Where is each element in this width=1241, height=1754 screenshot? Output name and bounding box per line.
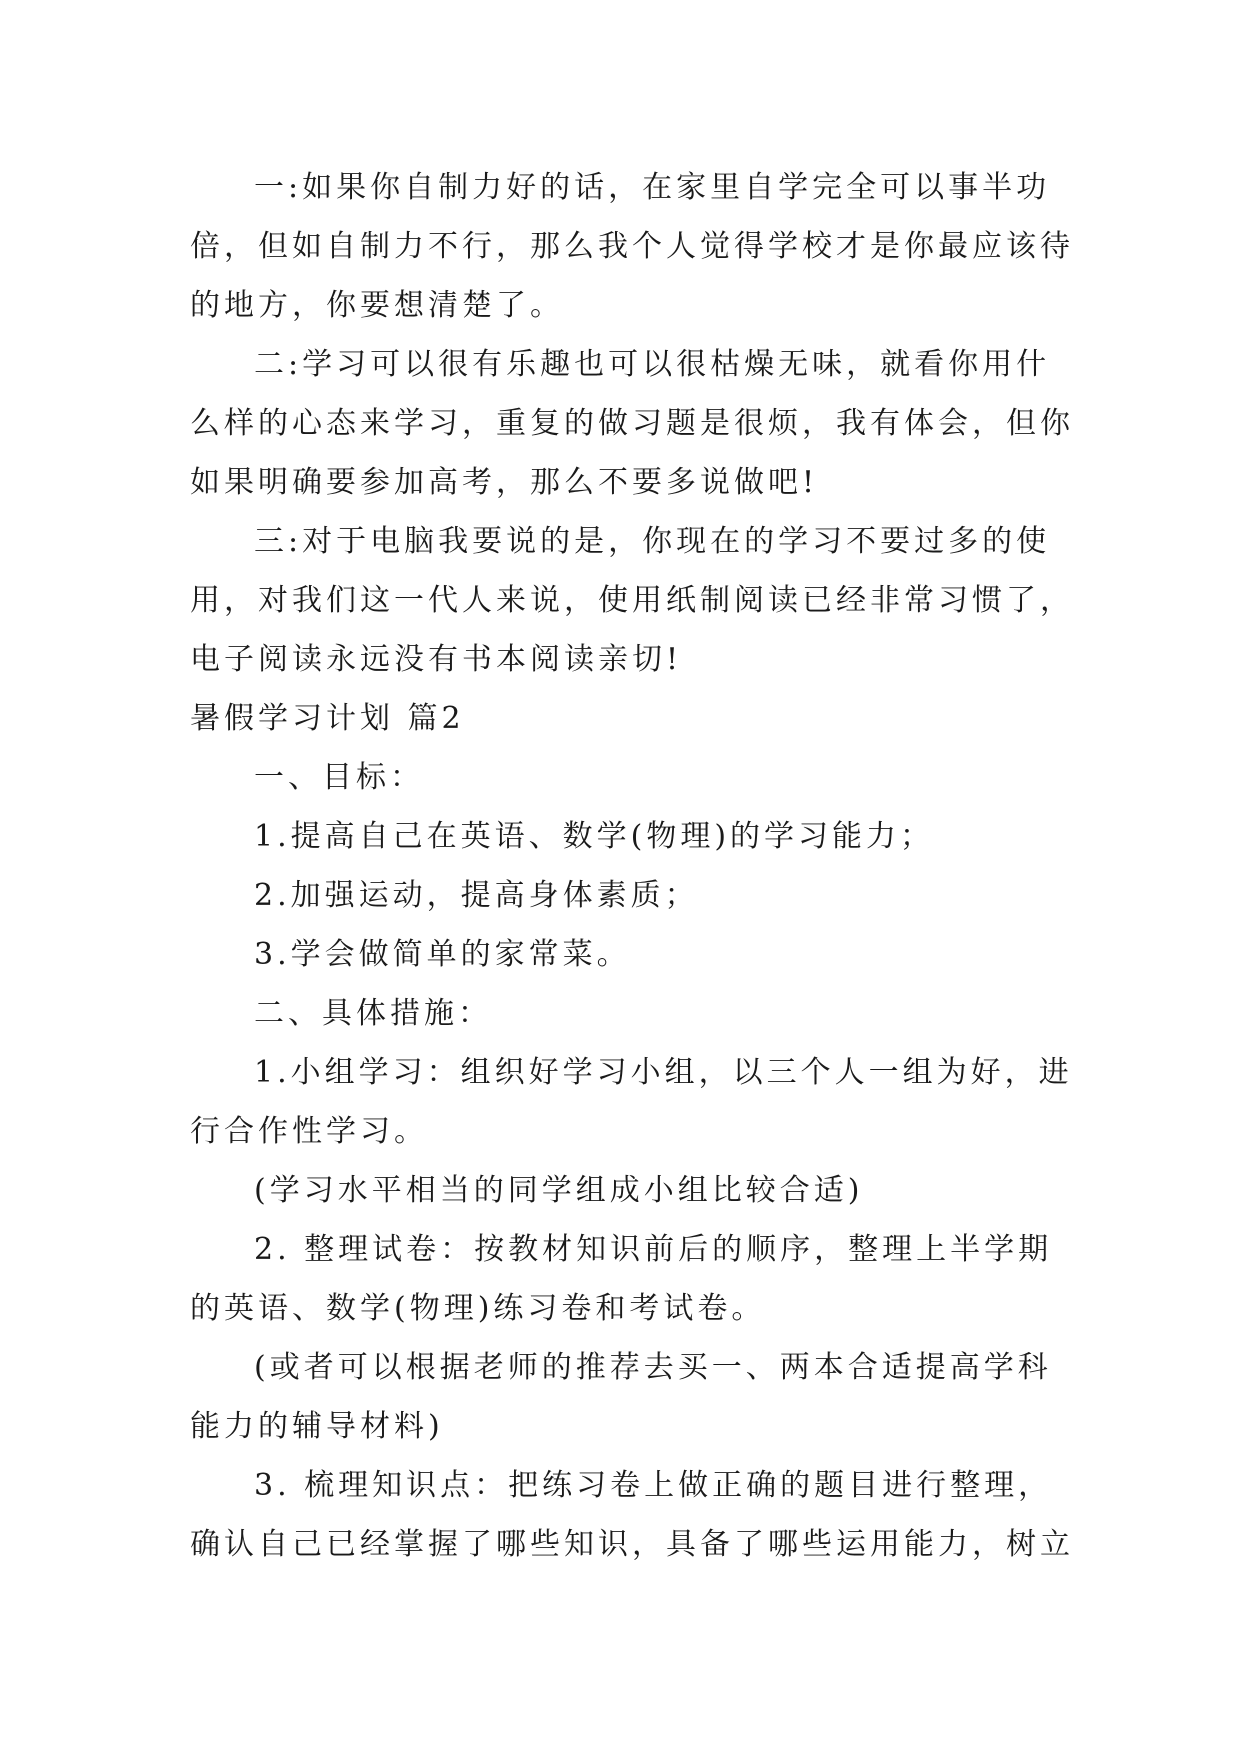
paragraph-2-line-3: 如果明确要参加高考，那么不要多说做吧! — [190, 465, 819, 500]
measure-2-line-2: 的英语、数学(物理)练习卷和考试卷。 — [190, 1291, 766, 1326]
measure-2-line-1: 2. 整理试卷：按教材知识前后的顺序，整理上半学期 — [254, 1232, 1053, 1267]
goal-item-2: 2.加强运动，提高身体素质； — [254, 878, 699, 913]
measures-heading: 二、具体措施： — [254, 996, 492, 1031]
measure-3-line-2: 确认自己已经掌握了哪些知识，具备了哪些运用能力，树立 — [190, 1527, 1074, 1562]
goal-item-1: 1.提高自己在英语、数学(物理)的学习能力； — [254, 819, 935, 854]
section-heading: 暑假学习计划 篇2 — [190, 701, 465, 736]
paragraph-1-line-3: 的地方，你要想清楚了。 — [190, 288, 564, 323]
measure-2-note-line-2: 能力的辅导材料) — [190, 1409, 444, 1444]
paragraph-2-line-1: 二:学习可以很有乐趣也可以很枯燥无味，就看你用什 — [254, 347, 1051, 382]
goal-item-3: 3.学会做简单的家常菜。 — [254, 937, 631, 972]
measure-2-note-line-1: (或者可以根据老师的推荐去买一、两本合适提高学科 — [254, 1350, 1052, 1385]
measure-1-line-2: 行合作性学习。 — [190, 1114, 428, 1149]
paragraph-1-line-2: 倍，但如自制力不行，那么我个人觉得学校才是你最应该待 — [190, 229, 1074, 264]
paragraph-2-line-2: 么样的心态来学习，重复的做习题是很烦，我有体会，但你 — [190, 406, 1074, 441]
measure-1-note: (学习水平相当的同学组成小组比较合适) — [254, 1173, 864, 1208]
paragraph-3-line-2: 用，对我们这一代人来说，使用纸制阅读已经非常习惯了， — [190, 583, 1074, 618]
document-body — [190, 158, 1074, 1574]
paragraph-3-line-3: 电子阅读永远没有书本阅读亲切! — [190, 642, 683, 677]
measure-1-line-1: 1.小组学习：组织好学习小组，以三个人一组为好，进 — [254, 1055, 1073, 1090]
measure-3-line-1: 3. 梳理知识点：把练习卷上做正确的题目进行整理， — [254, 1468, 1053, 1503]
goals-heading: 一、目标： — [254, 760, 424, 795]
paragraph-1-line-1: 一:如果你自制力好的话，在家里自学完全可以事半功 — [254, 170, 1051, 205]
paragraph-3-line-1: 三:对于电脑我要说的是，你现在的学习不要过多的使 — [254, 524, 1051, 559]
